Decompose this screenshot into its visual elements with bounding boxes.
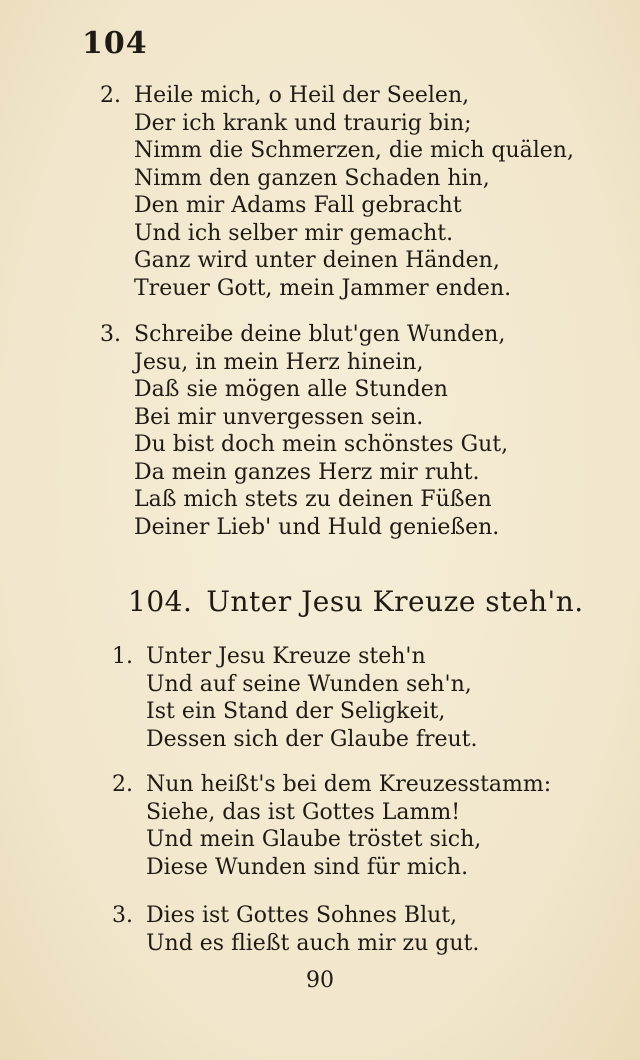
- verse-line: Jesu, in mein Herz hinein,: [134, 349, 424, 375]
- verse-line: Daß sie mögen alle Stunden: [134, 377, 448, 402]
- verse-line: Dessen sich der Glaube freut.: [146, 726, 478, 752]
- page-number: 90: [306, 968, 334, 993]
- stanza-number: 2.: [112, 772, 133, 797]
- stanza-lines: [134, 321, 508, 541]
- verse-line: Der ich krank und traurig bin;: [134, 110, 472, 136]
- verse-line: Nimm die Schmerzen, die mich quälen,: [134, 138, 574, 163]
- running-head-hymn-number: 104: [82, 26, 148, 61]
- verse-line: Ganz wird unter deinen Händen,: [134, 248, 500, 273]
- stanza-2: [112, 771, 551, 881]
- hymn-heading: [128, 585, 584, 618]
- verse-line: Bei mir unvergessen sein.: [134, 404, 424, 430]
- verse-line: Und mein Glaube tröstet sich,: [146, 827, 482, 852]
- verse-line: Unter Jesu Kreuze steh'n: [146, 644, 426, 669]
- stanza-number: 2.: [100, 83, 121, 108]
- verse-line: Dies ist Gottes Sohnes Blut,: [146, 903, 458, 928]
- stanza-number: 3.: [100, 322, 121, 347]
- stanza-number: 3.: [112, 903, 133, 928]
- verse-line: Nimm den ganzen Schaden hin,: [134, 165, 490, 191]
- stanza-1: [112, 643, 478, 753]
- hymn-number: 104.: [128, 585, 193, 618]
- stanza-number: 1.: [112, 644, 133, 669]
- stanza-lines: [134, 82, 574, 302]
- verse-line: Deiner Lieb' und Huld genießen.: [134, 514, 500, 540]
- verse-line: Du bist doch mein schönstes Gut,: [134, 432, 509, 457]
- verse-line: Und auf seine Wunden seh'n,: [146, 671, 472, 697]
- verse-line: Schreibe deine blut'gen Wunden,: [134, 322, 506, 347]
- verse-line: Laß mich stets zu deinen Füßen: [134, 487, 492, 512]
- stanza-lines: [146, 771, 551, 881]
- verse-line: Treuer Gott, mein Jammer enden.: [134, 275, 512, 301]
- hymn-title: Unter Jesu Kreuze steh'n.: [206, 585, 584, 618]
- verse-line: Da mein ganzes Herz mir ruht.: [134, 459, 480, 485]
- stanza-lines: [146, 643, 478, 753]
- stanza-prev-2: [100, 82, 574, 302]
- verse-line: Den mir Adams Fall gebracht: [134, 193, 462, 218]
- verse-line: Diese Wunden sind für mich.: [146, 854, 469, 880]
- verse-line: Ist ein Stand der Seligkeit,: [146, 699, 446, 724]
- stanza-prev-3: [100, 321, 508, 541]
- stanza-lines: [146, 902, 479, 957]
- verse-line: Nun heißt's bei dem Kreuzesstamm:: [146, 772, 552, 797]
- verse-line: Und es fließt auch mir zu gut.: [146, 930, 480, 956]
- verse-line: Und ich selber mir gemacht.: [134, 220, 454, 246]
- stanza-3: [112, 902, 479, 957]
- verse-line: Siehe, das ist Gottes Lamm!: [146, 799, 461, 825]
- verse-line: Heile mich, o Heil der Seelen,: [134, 83, 470, 108]
